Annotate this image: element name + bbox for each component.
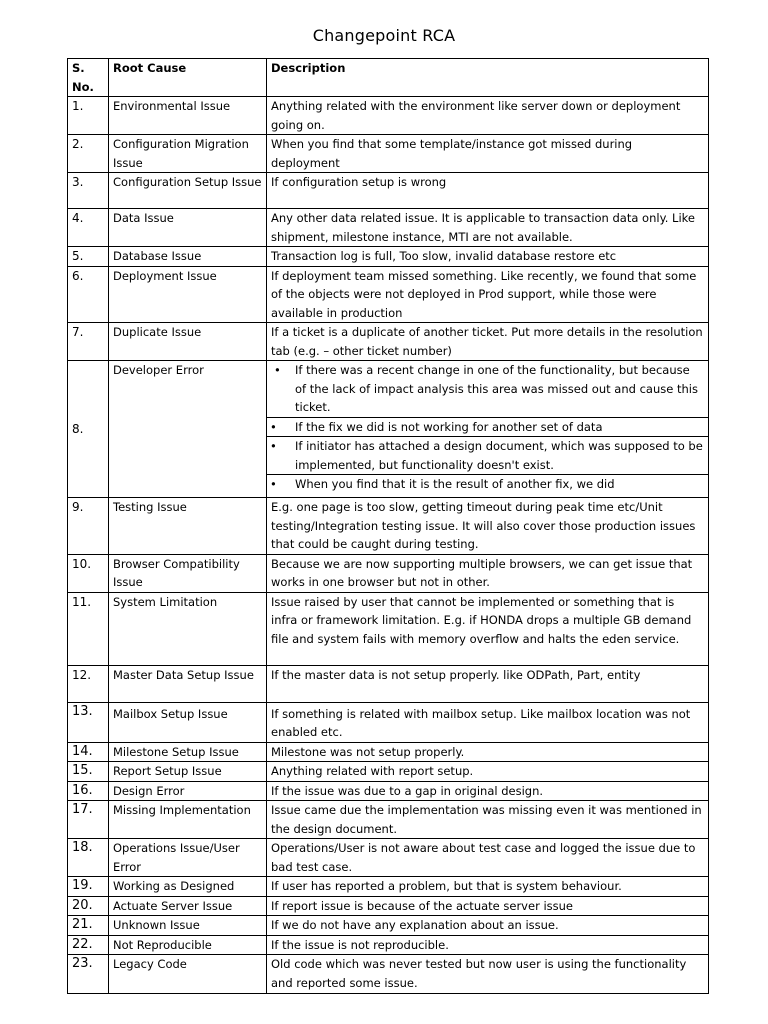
table-row <box>68 742 709 762</box>
row-number: 20. <box>68 896 109 916</box>
bullet-item: • If initiator has attached a design document, which was supposed to be implemented, but functionality doesn't exist. <box>267 436 708 474</box>
row-number: 21. <box>68 916 109 936</box>
row-description: Issue raised by user that cannot be implemented or something that is infra or framework limitation. E.g. if HONDA drops a multiple GB demand file and system fails with memory overflow and halts the eden service. <box>267 592 709 665</box>
row-number: 3. <box>68 173 109 209</box>
row-root-cause: Actuate Server Issue <box>109 896 267 916</box>
row-number: 19. <box>68 877 109 897</box>
row-root-cause: Configuration Setup Issue <box>109 173 267 209</box>
table-row <box>68 97 709 135</box>
row-root-cause: Database Issue <box>109 247 267 267</box>
table-row <box>68 877 709 897</box>
row-number: 10. <box>68 554 109 592</box>
page-title: Changepoint RCA <box>312 26 456 45</box>
row-root-cause: Data Issue <box>109 209 267 247</box>
row-description: If the issue is not reproducible. <box>267 935 709 955</box>
row-number: 7. <box>68 323 109 361</box>
table-row <box>68 801 709 839</box>
row-description-bullets <box>267 361 709 498</box>
row-root-cause: Working as Designed <box>109 877 267 897</box>
row-number: 11. <box>68 592 109 665</box>
row-description: Any other data related issue. It is applicable to transaction data only. Like shipment, milestone instance, MTI are not available. <box>267 209 709 247</box>
row-description: Because we are now supporting multiple browsers, we can get issue that works in one browser but not in other. <box>267 554 709 592</box>
row-description: Transaction log is full, Too slow, invalid database restore etc <box>267 247 709 267</box>
row-description: Anything related with the environment like server down or deployment going on. <box>267 97 709 135</box>
row-description: If the issue was due to a gap in original design. <box>267 781 709 801</box>
row-description: If report issue is because of the actuate server issue <box>267 896 709 916</box>
row-number: 6. <box>68 266 109 323</box>
row-root-cause: Duplicate Issue <box>109 323 267 361</box>
bullet-item: • If there was a recent change in one of the functionality, but because of the lack of impact analysis this area was missed out and cause this ticket. <box>271 361 704 417</box>
row-description: If deployment team missed something. Like recently, we found that some of the objects were not deployed in Prod support, while those were available in production <box>267 266 709 323</box>
row-root-cause: Environmental Issue <box>109 97 267 135</box>
table-row <box>68 173 709 209</box>
row-root-cause: Report Setup Issue <box>109 762 267 782</box>
row-root-cause: Configuration Migration Issue <box>109 135 267 173</box>
table-row <box>68 896 709 916</box>
row-description: Old code which was never tested but now user is using the functionality and reported some issue. <box>267 955 709 994</box>
table-row <box>68 592 709 665</box>
table-row <box>68 702 709 742</box>
row-root-cause: Not Reproducible <box>109 935 267 955</box>
row-number: 5. <box>68 247 109 267</box>
row-root-cause: Missing Implementation <box>109 801 267 839</box>
row-number: 22. <box>68 935 109 955</box>
bullet-item: • If the fix we did is not working for another set of data <box>267 417 708 437</box>
row-number: 9. <box>68 498 109 555</box>
row-description: If we do not have any explanation about an issue. <box>267 916 709 936</box>
row-description: If configuration setup is wrong <box>267 173 709 209</box>
bullet-list <box>271 361 704 497</box>
table-row <box>68 498 709 555</box>
row-number: 15. <box>68 762 109 782</box>
bullet-item: • When you find that it is the result of another fix, we did <box>267 474 708 497</box>
row-description: E.g. one page is too slow, getting timeout during peak time etc/Unit testing/Integration testing issue. It will also cover those production issues that could be caught during testing. <box>267 498 709 555</box>
table-row-developer-error <box>68 361 709 498</box>
row-description: When you find that some template/instance got missed during deployment <box>267 135 709 173</box>
row-number: 23. <box>68 955 109 994</box>
table-row <box>68 247 709 267</box>
header-sno: S. No. <box>68 59 109 97</box>
header-root-cause: Root Cause <box>109 59 267 97</box>
row-number: 16. <box>68 781 109 801</box>
row-root-cause: Operations Issue/User Error <box>109 839 267 877</box>
row-description: If something is related with mailbox setup. Like mailbox location was not enabled etc. <box>267 702 709 742</box>
table-row <box>68 266 709 323</box>
header-description: Description <box>267 59 709 97</box>
row-description: If a ticket is a duplicate of another ticket. Put more details in the resolution tab (e.g. – other ticket number) <box>267 323 709 361</box>
row-root-cause: Master Data Setup Issue <box>109 665 267 702</box>
row-number: 18. <box>68 839 109 877</box>
row-description: Milestone was not setup properly. <box>267 742 709 762</box>
row-root-cause: Milestone Setup Issue <box>109 742 267 762</box>
table-row <box>68 762 709 782</box>
row-number: 13. <box>68 702 109 742</box>
row-number: 4. <box>68 209 109 247</box>
table-header-row <box>68 59 709 97</box>
row-root-cause: Unknown Issue <box>109 916 267 936</box>
row-root-cause: Browser Compatibility Issue <box>109 554 267 592</box>
table-row <box>68 916 709 936</box>
table-row <box>68 135 709 173</box>
row-number: 1. <box>68 97 109 135</box>
row-root-cause: Legacy Code <box>109 955 267 994</box>
row-root-cause: Design Error <box>109 781 267 801</box>
row-number: 12. <box>68 665 109 702</box>
row-number: 2. <box>68 135 109 173</box>
row-description: Issue came due the implementation was missing even it was mentioned in the design document. <box>267 801 709 839</box>
table-row <box>68 209 709 247</box>
table-row <box>68 839 709 877</box>
table-row <box>68 781 709 801</box>
table-row <box>68 935 709 955</box>
rca-table <box>67 58 709 994</box>
row-number: 8. <box>68 361 109 498</box>
row-root-cause: Deployment Issue <box>109 266 267 323</box>
table-row <box>68 665 709 702</box>
table-row <box>68 323 709 361</box>
row-root-cause: Developer Error <box>109 361 267 498</box>
row-description: Anything related with report setup. <box>267 762 709 782</box>
row-description: Operations/User is not aware about test case and logged the issue due to bad test case. <box>267 839 709 877</box>
table-row <box>68 955 709 994</box>
row-root-cause: Mailbox Setup Issue <box>109 702 267 742</box>
row-description: If the master data is not setup properly. like ODPath, Part, entity <box>267 665 709 702</box>
row-description: If user has reported a problem, but that is system behaviour. <box>267 877 709 897</box>
row-number: 14. <box>68 742 109 762</box>
table-row <box>68 554 709 592</box>
row-number: 17. <box>68 801 109 839</box>
row-root-cause: System Limitation <box>109 592 267 665</box>
row-root-cause: Testing Issue <box>109 498 267 555</box>
